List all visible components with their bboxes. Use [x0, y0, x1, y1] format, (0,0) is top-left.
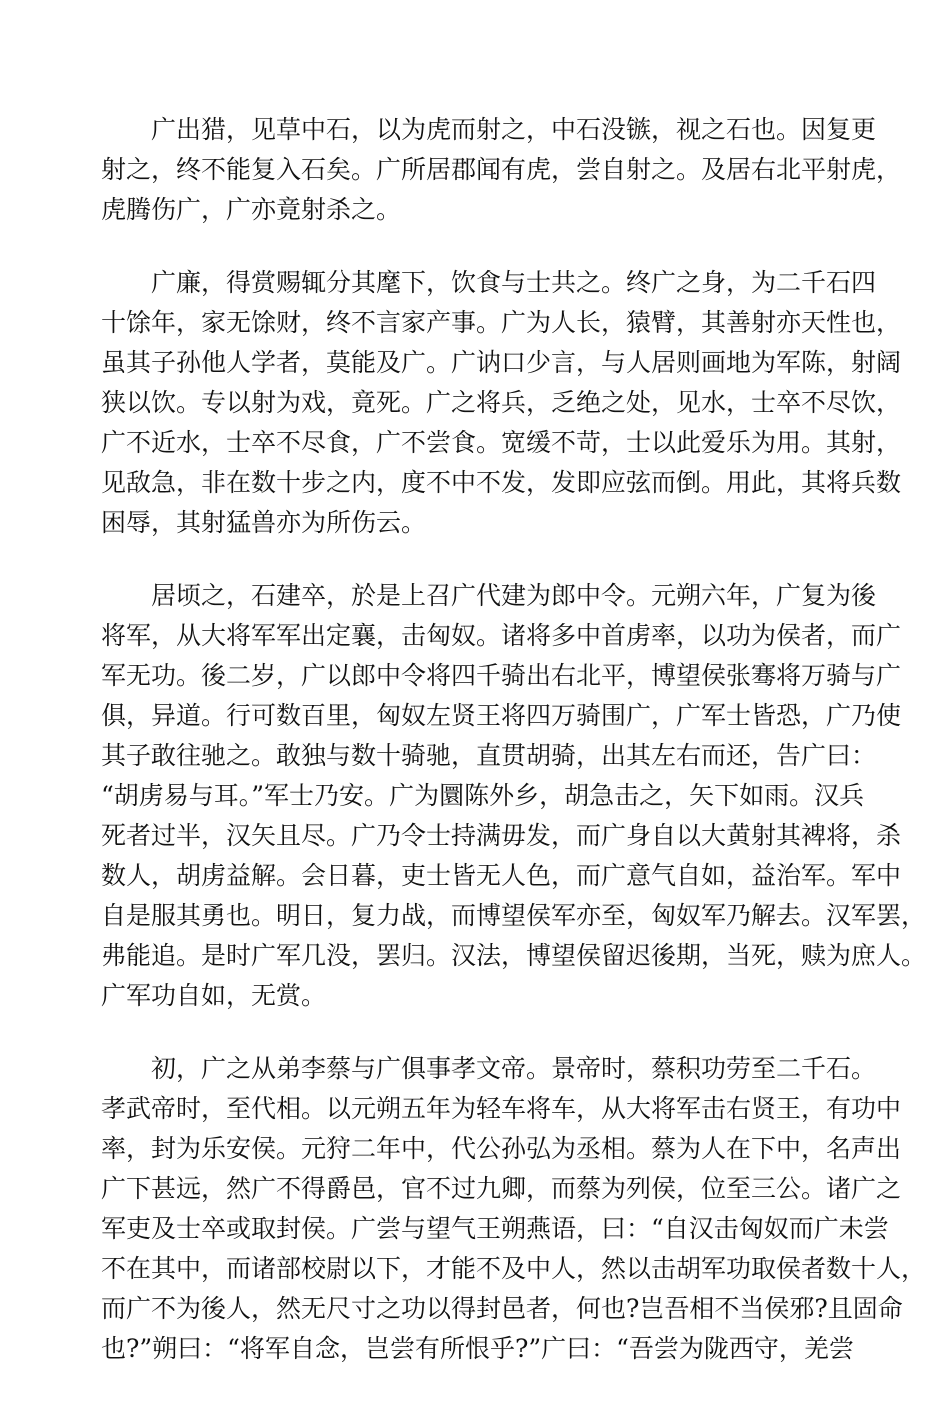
- text-line: 其子敢往驰之。敢独与数十骑驰，直贯胡骑，出其左右而还，告广曰：: [101, 741, 877, 770]
- text-line: 军吏及士卒或取封侯。广尝与望气王朔燕语，曰：“自汉击匈奴而广未尝: [101, 1214, 889, 1243]
- text-line: 广下甚远，然广不得爵邑，官不过九卿，而蔡为列侯，位至三公。诸广之: [101, 1174, 902, 1203]
- document-body: [101, 110, 927, 1402]
- text-line: 死者过半，汉矢且尽。广乃令士持满毋发，而广身自以大黄射其裨将，杀: [101, 821, 902, 850]
- text-line: 也?”朔曰：“将军自念，岂尝有所恨乎?”广曰：“吾尝为陇西守，羌尝: [101, 1334, 854, 1363]
- text-line: 将军，从大将军军出定襄，击匈奴。诸将多中首虏率，以功为侯者，而广: [101, 621, 902, 650]
- text-line: 居顷之，石建卒，於是上召广代建为郎中令。元朔六年，广复为後: [151, 581, 877, 610]
- text-line: 十馀年，家无馀财，终不言家产事。广为人长，猿臂，其善射亦天性也，: [101, 308, 902, 337]
- paragraph-2: [101, 263, 902, 543]
- text-line: 狭以饮。专以射为戏，竟死。广之将兵，乏绝之处，见水，士卒不尽饮，: [101, 388, 902, 417]
- text-line: 不在其中，而诸部校尉以下，才能不及中人，然以击胡军功取侯者数十人，: [101, 1254, 927, 1283]
- text-line: “胡虏易与耳。”军士乃安。广为圜陈外乡，胡急击之，矢下如雨。汉兵: [101, 781, 865, 810]
- text-line: 见敌急，非在数十步之内，度不中不发，发即应弦而倒。用此，其将兵数: [101, 468, 902, 497]
- text-line: 俱，异道。行可数百里，匈奴左贤王将四万骑围广，广军士皆恐，广乃使: [101, 701, 902, 730]
- text-line: 广军功自如，无赏。: [101, 981, 327, 1010]
- text-line: 虎腾伤广，广亦竟射杀之。: [101, 195, 402, 224]
- text-line: 初，广之从弟李蔡与广俱事孝文帝。景帝时，蔡积功劳至二千石。: [151, 1054, 877, 1083]
- text-line: 孝武帝时，至代相。以元朔五年为轻车将车，从大将军击右贤王，有功中: [101, 1094, 902, 1123]
- text-line: 广不近水，士卒不尽食，广不尝食。宽缓不苛，士以此爱乐为用。其射，: [101, 428, 902, 457]
- paragraph-1: [101, 110, 902, 230]
- text-line: 自是服其勇也。明日，复力战，而博望侯军亦至，匈奴军乃解去。汉军罢，: [101, 901, 927, 930]
- text-line: 射之，终不能复入石矣。广所居郡闻有虎，尝自射之。及居右北平射虎，: [101, 155, 902, 184]
- text-line: 虽其子孙他人学者，莫能及广。广讷口少言，与人居则画地为军陈，射阔: [101, 348, 902, 377]
- text-line: 率，封为乐安侯。元狩二年中，代公孙弘为丞相。蔡为人在下中，名声出: [101, 1134, 902, 1163]
- text-line: 广廉，得赏赐辄分其麾下，饮食与士共之。终广之身，为二千石四: [151, 268, 877, 297]
- text-line: 弗能追。是时广军几没，罢归。汉法，博望侯留迟後期，当死，赎为庶人。: [101, 941, 927, 970]
- text-line: 而广不为後人，然无尺寸之功以得封邑者，何也?岂吾相不当侯邪?且固命: [101, 1294, 903, 1323]
- text-line: 数人，胡虏益解。会日暮，吏士皆无人色，而广意气自如，益治军。军中: [101, 861, 902, 890]
- text-line: 广出猎，见草中石，以为虎而射之，中石没镞，视之石也。因复更: [151, 115, 877, 144]
- paragraph-4: [101, 1049, 927, 1369]
- text-line: 困辱，其射猛兽亦为所伤云。: [101, 508, 427, 537]
- text-line: 军无功。後二岁，广以郎中令将四千骑出右北平，博望侯张骞将万骑与广: [101, 661, 902, 690]
- paragraph-3: [101, 576, 927, 1016]
